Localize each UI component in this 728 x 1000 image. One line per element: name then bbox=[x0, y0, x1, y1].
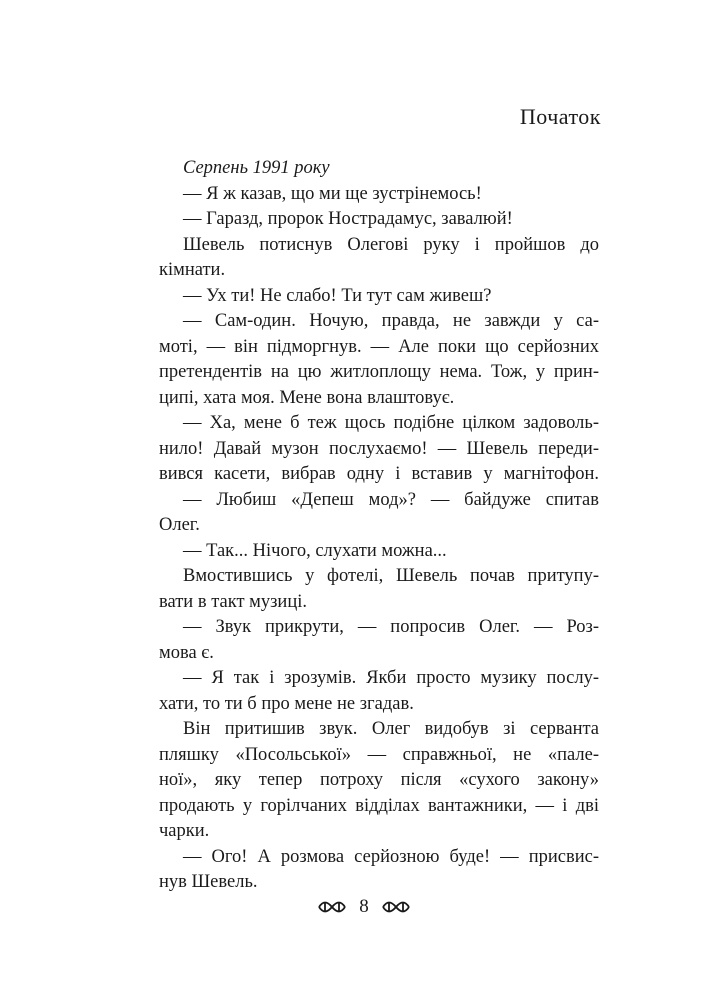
text-line: — Я так і зрозумів. Якби просто музику послу- bbox=[183, 668, 599, 688]
text-line: моті, — він підморгнув. — Але поки що серйозних bbox=[159, 336, 599, 357]
text-line: Олег. bbox=[159, 515, 200, 535]
text-line: чарки. bbox=[159, 821, 210, 841]
text-line: вився касети, вибрав одну і вставив у магнітофон. bbox=[159, 464, 599, 484]
page-number: 8 bbox=[359, 896, 369, 917]
text-line: — Ого! А розмова серйозною буде! — присвис- bbox=[183, 846, 599, 867]
page-footer bbox=[0, 895, 728, 919]
text-line: нило! Давай музон послухаємо! — Шевель переди- bbox=[159, 438, 599, 459]
text-line: — Любиш «Депеш мод»? — байдуже спитав bbox=[183, 489, 599, 510]
text-line: Шевель потиснув Олегові руку і пройшов до bbox=[183, 234, 599, 255]
date-line: Серпень 1991 року bbox=[183, 158, 330, 178]
text-line: — Так... Нічого, слухати можна... bbox=[183, 540, 447, 561]
text-line: — Ха, мене б теж щось подібне цілком задоволь- bbox=[183, 413, 599, 433]
text-line: — Я ж казав, що ми ще зустрінемось! bbox=[183, 183, 482, 204]
text-line: вати в такт музиці. bbox=[159, 591, 307, 612]
knot-ornament-icon bbox=[381, 900, 411, 914]
text-line: мова є. bbox=[159, 642, 214, 663]
text-line: Вмостившись у фотелі, Шевель почав притупу- bbox=[183, 566, 599, 586]
body-text bbox=[159, 156, 599, 896]
text-line: кімнати. bbox=[159, 260, 226, 280]
text-line: Він притишив звук. Олег видобув зі серванта bbox=[183, 719, 599, 739]
text-line: продають у горілчаних відділах вантажники, — і дві bbox=[159, 795, 599, 816]
text-line: пляшку «Посольської» — справжньої, не «пале- bbox=[159, 744, 599, 765]
text-line: ної», яку тепер потроху після «сухого закону» bbox=[159, 770, 599, 790]
text-line: хати, то ти б про мене не згадав. bbox=[159, 693, 414, 714]
running-head: Початок bbox=[519, 104, 601, 129]
text-line: ципі, хата моя. Мене вона влаштовує. bbox=[159, 387, 455, 408]
text-line: — Гаразд, пророк Нострадамус, завалюй! bbox=[183, 209, 513, 229]
text-line: — Ух ти! Не слабо! Ти тут сам живеш? bbox=[183, 285, 492, 306]
text-line: нув Шевель. bbox=[159, 872, 258, 892]
knot-ornament-icon bbox=[317, 900, 347, 914]
text-line: претендентів на цю житлоплощу нема. Тож, у прин- bbox=[159, 362, 599, 382]
text-line: — Сам-один. Ночую, правда, не завжди у са- bbox=[183, 311, 599, 331]
text-line: — Звук прикрути, — попросив Олег. — Роз- bbox=[183, 617, 599, 637]
